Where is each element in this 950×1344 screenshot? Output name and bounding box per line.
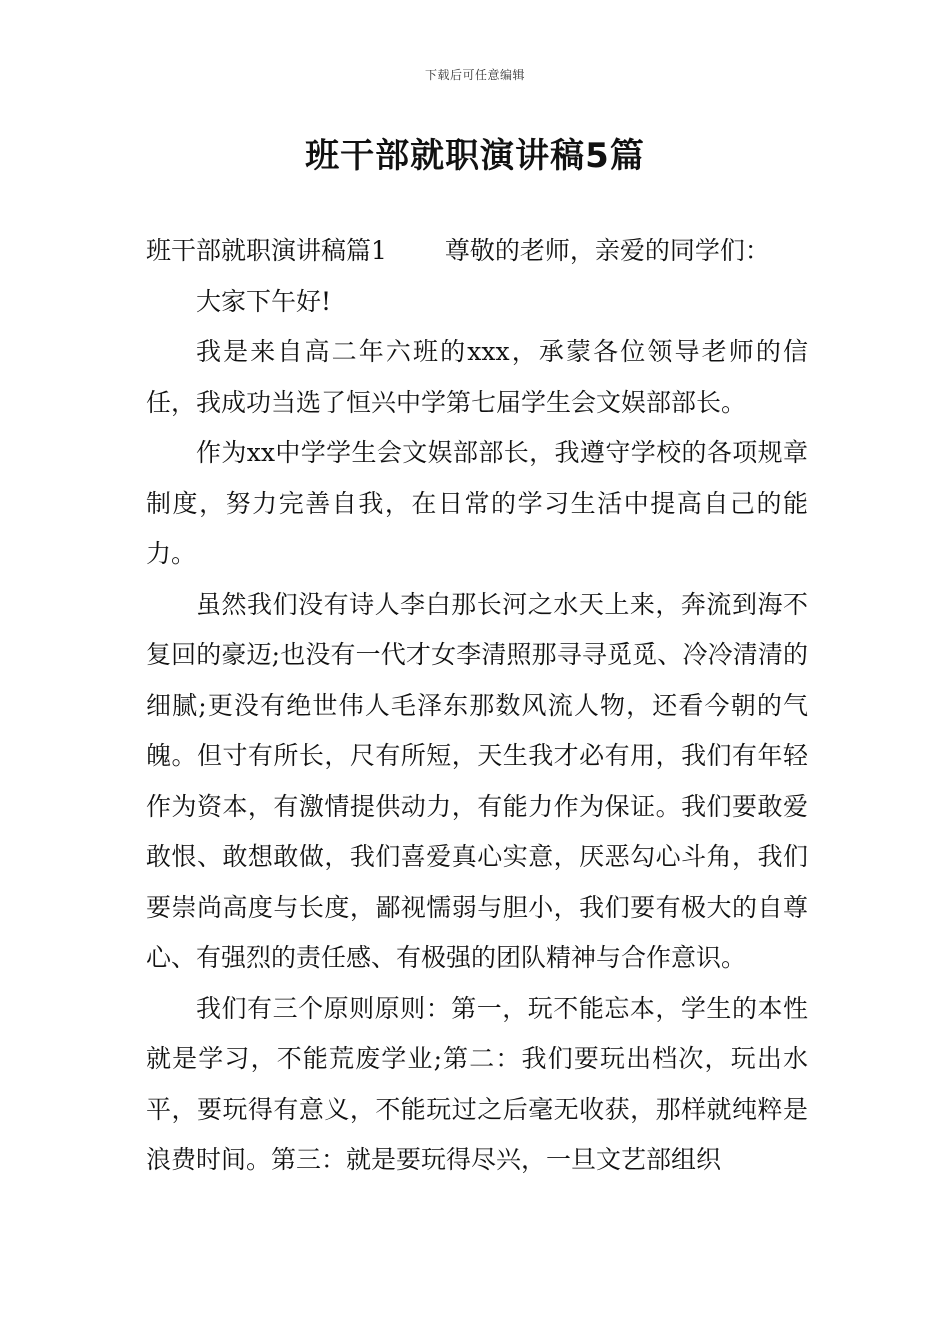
section-heading-line <box>146 226 808 277</box>
header-note: 下载后可任意编辑 <box>424 68 525 82</box>
document-title: 班干部就职演讲稿5篇 <box>305 136 645 176</box>
section-label: 班干部就职演讲稿篇1 <box>146 236 387 265</box>
paragraph-greeting: 大家下午好! <box>196 286 332 316</box>
paragraph-principles: 我们有三个原则原则：第一，玩不能忘本，学生的本性就是学习，不能荒废学业;第二：我们要玩出档次，玩出水平，要玩得有意义，不能玩过之后毫无收获，那样就纯粹是浪费时间。第三：就是要玩得尽兴，一旦文艺部组织 <box>146 993 808 1174</box>
paragraph-introduction: 我是来自高二年六班的xxx，承蒙各位领导老师的信任，我成功当选了恒兴中学第七届学生会文娱部部长。 <box>146 337 808 417</box>
paragraph-role: 作为xx中学学生会文娱部部长，我遵守学校的各项规章制度，努力完善自我，在日常的学习生活中提高自己的能力。 <box>146 438 808 568</box>
document-body <box>146 226 808 1186</box>
salutation: 尊敬的老师，亲爱的同学们： <box>444 236 770 265</box>
paragraph-aspiration: 虽然我们没有诗人李白那长河之水天上来，奔流到海不复回的豪迈;也没有一代才女李清照那寻寻觅觅、冷冷清清的细腻;更没有绝世伟人毛泽东那数风流人物，还看今朝的气魄。但寸有所长，尺有所短，天生我才必有用，我们有年轻作为资本，有激情提供动力，有能力作为保证。我们要敢爱敢恨、敢想敢做，我们喜爱真心实意，厌恶勾心斗角，我们要崇尚高度与长度，鄙视懦弱与胆小，我们要有极大的自尊心、有强烈的责任感、有极强的团队精神与合作意识。 <box>146 589 808 972</box>
